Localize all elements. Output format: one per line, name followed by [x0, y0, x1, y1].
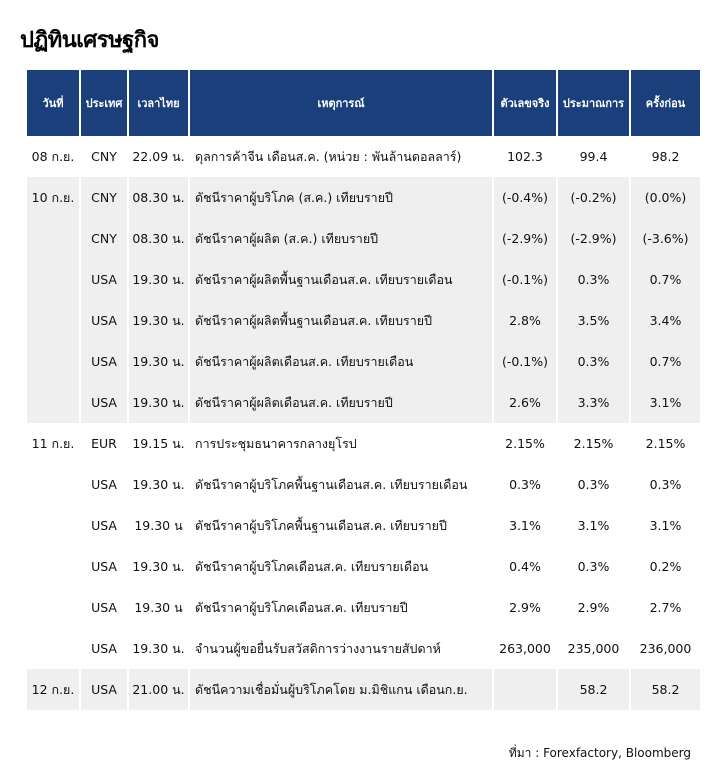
cell-date — [27, 382, 80, 423]
cell-time: 19.30 น. — [128, 464, 189, 505]
cell-previous: 0.3% — [630, 464, 700, 505]
table-row — [27, 505, 700, 546]
table-row — [27, 382, 700, 423]
table-body — [27, 136, 700, 710]
table-row — [27, 546, 700, 587]
cell-time: 19.30 น. — [128, 382, 189, 423]
cell-forecast: 0.3% — [557, 341, 630, 382]
cell-country: EUR — [80, 423, 128, 464]
cell-date: 10 ก.ย. — [27, 177, 80, 218]
cell-time: 19.30 น. — [128, 628, 189, 669]
cell-forecast: 0.3% — [557, 464, 630, 505]
cell-actual: 263,000 — [493, 628, 557, 669]
cell-date — [27, 464, 80, 505]
cell-forecast: 58.2 — [557, 669, 630, 710]
column-header-date: วันที่ — [27, 70, 80, 136]
cell-actual: 102.3 — [493, 136, 557, 177]
table-row — [27, 259, 700, 300]
cell-country: CNY — [80, 218, 128, 259]
table-row — [27, 341, 700, 382]
cell-country: USA — [80, 341, 128, 382]
table-row — [27, 177, 700, 218]
cell-forecast: 3.3% — [557, 382, 630, 423]
cell-event: ดัชนีราคาผู้ผลิต (ส.ค.) เทียบรายปี — [189, 218, 493, 259]
cell-previous: (-3.6%) — [630, 218, 700, 259]
column-header-time: เวลาไทย — [128, 70, 189, 136]
column-header-country: ประเทศ — [80, 70, 128, 136]
cell-event: ดัชนีราคาผู้ผลิตเดือนส.ค. เทียบรายปี — [189, 382, 493, 423]
cell-time: 19.30 น. — [128, 546, 189, 587]
cell-event: ดุลการค้าจีน เดือนส.ค. (หน่วย : พันล้านดอลลาร์) — [189, 136, 493, 177]
cell-country: USA — [80, 300, 128, 341]
cell-time: 19.30 น — [128, 505, 189, 546]
cell-forecast: (-2.9%) — [557, 218, 630, 259]
cell-country: CNY — [80, 177, 128, 218]
cell-time: 19.30 น. — [128, 341, 189, 382]
cell-actual: 0.4% — [493, 546, 557, 587]
cell-actual: (-2.9%) — [493, 218, 557, 259]
source-note: ที่มา : Forexfactory, Bloomberg — [508, 746, 691, 760]
cell-previous: 0.7% — [630, 341, 700, 382]
table-row — [27, 464, 700, 505]
cell-time: 08.30 น. — [128, 218, 189, 259]
cell-previous: 0.7% — [630, 259, 700, 300]
column-header-event: เหตุการณ์ — [189, 70, 493, 136]
cell-forecast: 99.4 — [557, 136, 630, 177]
cell-country: USA — [80, 546, 128, 587]
cell-previous: 2.15% — [630, 423, 700, 464]
cell-country: USA — [80, 259, 128, 300]
cell-previous: 3.1% — [630, 382, 700, 423]
cell-previous: 0.2% — [630, 546, 700, 587]
cell-forecast: 0.3% — [557, 546, 630, 587]
cell-date — [27, 300, 80, 341]
cell-event: ดัชนีราคาผู้ผลิตพื้นฐานเดือนส.ค. เทียบรายปี — [189, 300, 493, 341]
cell-actual: (-0.1%) — [493, 259, 557, 300]
cell-previous: 3.4% — [630, 300, 700, 341]
cell-actual: 2.8% — [493, 300, 557, 341]
cell-date — [27, 341, 80, 382]
cell-event: การประชุมธนาคารกลางยุโรป — [189, 423, 493, 464]
cell-time: 19.30 น. — [128, 300, 189, 341]
cell-forecast: 2.9% — [557, 587, 630, 628]
cell-previous: 2.7% — [630, 587, 700, 628]
cell-event: ดัชนีราคาผู้บริโภค (ส.ค.) เทียบรายปี — [189, 177, 493, 218]
column-header-previous: ครั้งก่อน — [630, 70, 700, 136]
cell-date — [27, 546, 80, 587]
cell-actual: 0.3% — [493, 464, 557, 505]
cell-country: USA — [80, 382, 128, 423]
cell-event: ดัชนีราคาผู้ผลิตพื้นฐานเดือนส.ค. เทียบรายเดือน — [189, 259, 493, 300]
cell-forecast: 0.3% — [557, 259, 630, 300]
cell-country: USA — [80, 669, 128, 710]
cell-event: ดัชนีราคาผู้บริโภคเดือนส.ค. เทียบรายปี — [189, 587, 493, 628]
economic-calendar-table — [27, 70, 700, 710]
cell-previous: 58.2 — [630, 669, 700, 710]
cell-country: USA — [80, 505, 128, 546]
column-header-forecast: ประมาณการ — [557, 70, 630, 136]
table-header-row — [27, 70, 700, 136]
cell-event: จำนวนผู้ขอยื่นรับสวัสดิการว่างงานรายสัปดาห์ — [189, 628, 493, 669]
cell-date — [27, 628, 80, 669]
table-row — [27, 628, 700, 669]
cell-date: 12 ก.ย. — [27, 669, 80, 710]
cell-country: USA — [80, 628, 128, 669]
cell-time: 19.30 น. — [128, 259, 189, 300]
cell-forecast: 3.1% — [557, 505, 630, 546]
cell-event: ดัชนีราคาผู้บริโภคพื้นฐานเดือนส.ค. เทียบรายปี — [189, 505, 493, 546]
cell-actual: 2.15% — [493, 423, 557, 464]
cell-time: 19.15 น. — [128, 423, 189, 464]
cell-country: USA — [80, 587, 128, 628]
cell-date — [27, 505, 80, 546]
cell-previous: 236,000 — [630, 628, 700, 669]
cell-forecast: 2.15% — [557, 423, 630, 464]
cell-time: 08.30 น. — [128, 177, 189, 218]
cell-actual: 3.1% — [493, 505, 557, 546]
cell-country: CNY — [80, 136, 128, 177]
cell-time: 22.09 น. — [128, 136, 189, 177]
cell-event: ดัชนีราคาผู้บริโภคเดือนส.ค. เทียบรายเดือน — [189, 546, 493, 587]
cell-actual: (-0.1%) — [493, 341, 557, 382]
cell-event: ดัชนีราคาผู้ผลิตเดือนส.ค. เทียบรายเดือน — [189, 341, 493, 382]
table-row — [27, 423, 700, 464]
cell-date — [27, 218, 80, 259]
cell-forecast: 3.5% — [557, 300, 630, 341]
cell-date — [27, 259, 80, 300]
cell-actual: (-0.4%) — [493, 177, 557, 218]
table-row — [27, 669, 700, 710]
cell-time: 21.00 น. — [128, 669, 189, 710]
cell-previous: 98.2 — [630, 136, 700, 177]
cell-event: ดัชนีราคาผู้บริโภคพื้นฐานเดือนส.ค. เทียบรายเดือน — [189, 464, 493, 505]
table-row — [27, 300, 700, 341]
table-row — [27, 587, 700, 628]
table-row — [27, 136, 700, 177]
cell-actual: 2.9% — [493, 587, 557, 628]
cell-forecast: 235,000 — [557, 628, 630, 669]
cell-previous: 3.1% — [630, 505, 700, 546]
cell-actual: 2.6% — [493, 382, 557, 423]
cell-country: USA — [80, 464, 128, 505]
cell-event: ดัชนีความเชื่อมั่นผู้บริโภคโดย ม.มิชิแกน เดือนก.ย. — [189, 669, 493, 710]
column-header-actual: ตัวเลขจริง — [493, 70, 557, 136]
page-title: ปฏิทินเศรษฐกิจ — [20, 28, 159, 53]
cell-actual — [493, 669, 557, 710]
cell-date — [27, 587, 80, 628]
cell-previous: (0.0%) — [630, 177, 700, 218]
cell-date: 08 ก.ย. — [31, 148, 75, 164]
cell-date: 11 ก.ย. — [31, 435, 75, 451]
table-row — [27, 218, 700, 259]
cell-forecast: (-0.2%) — [557, 177, 630, 218]
cell-time: 19.30 น — [128, 587, 189, 628]
